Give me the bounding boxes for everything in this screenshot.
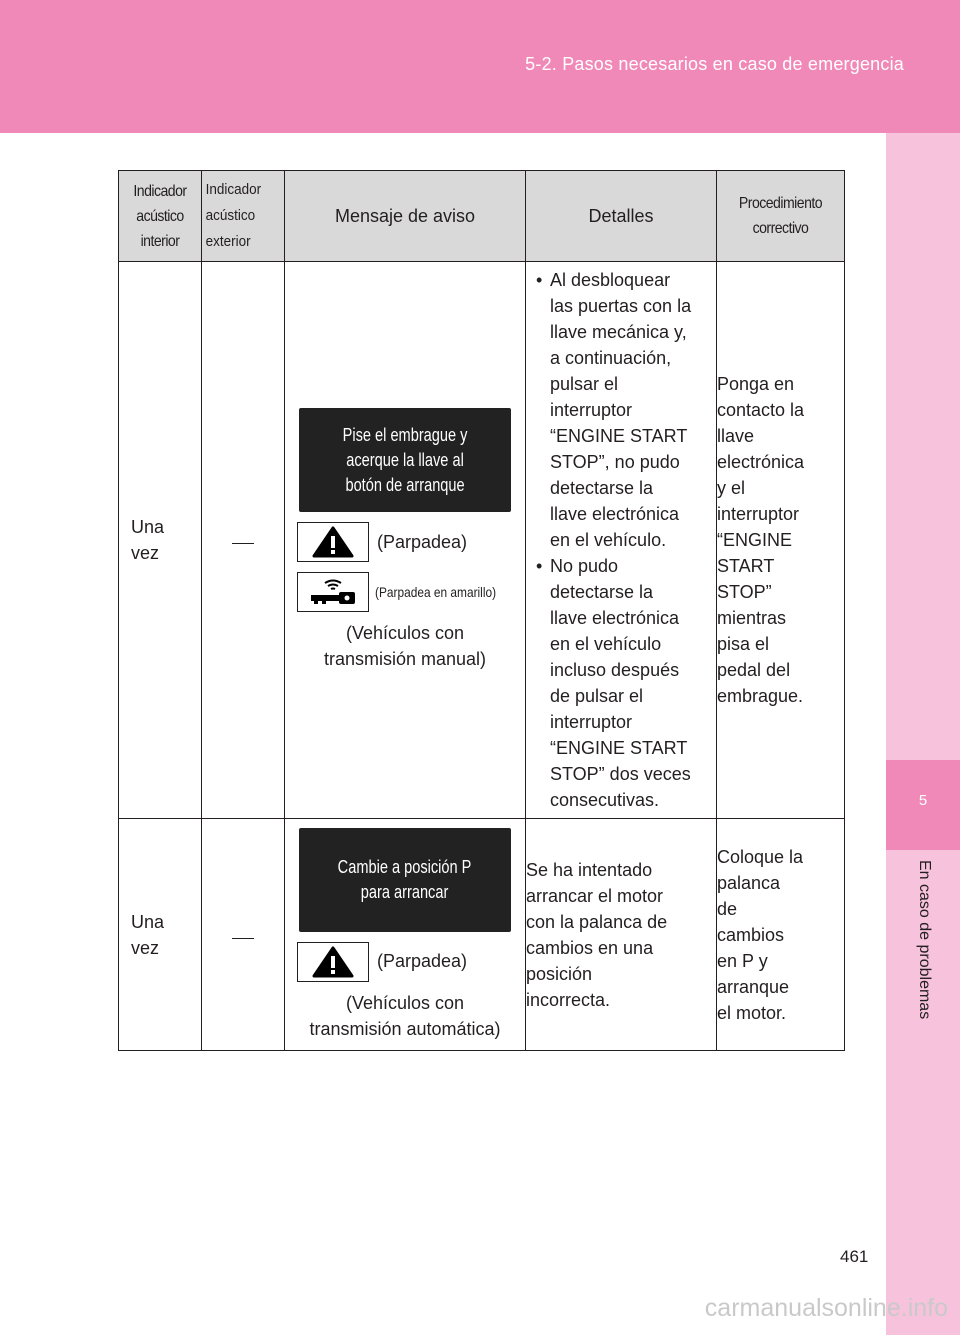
procedure-line: y el xyxy=(717,478,746,498)
procedure-line: START xyxy=(717,556,775,576)
procedure-cell xyxy=(717,819,845,1051)
table-row xyxy=(119,262,845,819)
detail-line: interruptor xyxy=(550,712,633,732)
detail-line: detectarse la xyxy=(550,478,654,498)
interior-buzzer-cell xyxy=(119,262,202,819)
procedure-line: electrónica xyxy=(717,452,805,472)
vehicle-note-line: transmisión automática) xyxy=(309,1018,501,1039)
header-details: Detalles xyxy=(526,171,717,262)
header-exterior-buzzer xyxy=(202,171,285,262)
watermark: carmanualsonline.info xyxy=(704,1294,948,1322)
detail-line: llave electrónica xyxy=(550,608,680,628)
chapter-label: En caso de problemas xyxy=(916,860,933,1020)
cell-text: vez xyxy=(131,543,160,563)
smart-key-icon xyxy=(297,572,369,612)
detail-line: en el vehículo xyxy=(550,634,662,654)
header-message: Mensaje de aviso xyxy=(285,171,526,262)
procedure-line: cambios xyxy=(717,924,785,945)
detail-line: STOP”, no pudo xyxy=(550,452,680,472)
warning-indicator-row xyxy=(297,522,525,562)
header-procedure xyxy=(717,171,845,262)
vehicle-note-line: (Vehículos con xyxy=(345,623,465,643)
procedure-line: pedal del xyxy=(717,660,791,680)
procedure-line: llave xyxy=(717,426,755,446)
table-row xyxy=(119,819,845,1051)
header-interior-buzzer xyxy=(119,171,202,262)
vehicle-note-line: transmisión manual) xyxy=(323,649,487,669)
procedure-line: mientras xyxy=(717,608,787,628)
display-message xyxy=(299,828,511,932)
exterior-buzzer-cell xyxy=(202,819,285,1051)
procedure-line: interruptor xyxy=(717,504,800,524)
detail-line: incluso después xyxy=(550,660,680,680)
warning-label: (Parpadea) xyxy=(377,951,468,971)
detail-item xyxy=(536,553,708,813)
header-text: correctivo xyxy=(752,220,809,237)
procedure-line: de xyxy=(717,898,738,919)
header-text: interior xyxy=(140,232,180,250)
cell-text: vez xyxy=(131,937,160,958)
vehicle-note-line: (Vehículos con xyxy=(345,992,465,1013)
side-margin xyxy=(886,133,960,1335)
detail-line: interruptor xyxy=(550,400,633,420)
header-text: Indicador xyxy=(133,182,187,200)
detail-line: en el vehículo. xyxy=(550,530,667,550)
detail-line: pulsar el xyxy=(550,374,619,394)
procedure-line: “ENGINE xyxy=(717,530,793,550)
header-text: Procedimiento xyxy=(738,195,823,212)
display-line: botón de arranque xyxy=(345,474,465,495)
display-line: para arrancar xyxy=(361,881,449,902)
procedure-line: en P y xyxy=(717,950,768,971)
display-line: Pise el embrague y xyxy=(342,424,468,445)
message-cell xyxy=(285,819,526,1051)
warning-triangle-icon xyxy=(297,522,369,562)
procedure-line: Coloque la xyxy=(717,846,804,867)
detail-item xyxy=(536,267,708,553)
interior-buzzer-cell xyxy=(119,819,202,1051)
header-text: exterior xyxy=(205,233,251,250)
procedure-line: el motor. xyxy=(717,1002,787,1023)
procedure-line: arranque xyxy=(717,976,790,997)
warning-message-table xyxy=(118,170,845,1051)
detail-line: arrancar el motor xyxy=(526,885,664,906)
message-cell xyxy=(285,262,526,819)
details-cell xyxy=(526,819,717,1051)
procedure-line: palanca xyxy=(717,872,781,893)
vehicle-note xyxy=(285,990,525,1042)
dash-mark xyxy=(232,938,254,939)
detail-line: llave mecánica y, xyxy=(550,322,687,342)
vehicle-note xyxy=(285,620,525,672)
details-cell xyxy=(526,262,717,819)
section-title: 5-2. Pasos necesarios en caso de emergencia xyxy=(525,54,904,74)
warning-label: (Parpadea) xyxy=(377,531,468,552)
detail-line: incorrecta. xyxy=(526,989,611,1010)
detail-line: detectarse la xyxy=(550,582,654,602)
detail-line: de pulsar el xyxy=(550,686,644,706)
display-line: Cambie a posición P xyxy=(338,856,472,877)
detail-line: las puertas con la xyxy=(550,296,692,316)
header-text: acústico xyxy=(205,207,256,224)
detail-line: • Al desbloquear xyxy=(550,270,671,290)
cell-text: Una xyxy=(131,517,165,537)
detail-line: “ENGINE START xyxy=(550,426,688,446)
procedure-line: embrague. xyxy=(717,686,804,706)
procedure-line: contacto la xyxy=(717,400,805,420)
warning-indicator-row xyxy=(297,942,525,982)
key-label: (Parpadea en amarillo) xyxy=(375,584,497,600)
chapter-number: 5 xyxy=(918,792,928,809)
procedure-cell xyxy=(717,262,845,819)
detail-line: a continuación, xyxy=(550,348,672,368)
detail-line: cambios en una xyxy=(526,937,654,958)
detail-line: • No pudo xyxy=(550,556,619,576)
detail-line: Se ha intentado xyxy=(526,859,653,880)
display-line: acerque la llave al xyxy=(346,449,464,470)
display-message xyxy=(299,408,511,512)
warning-triangle-icon xyxy=(297,942,369,982)
detail-line: posición xyxy=(526,963,593,984)
procedure-line: Ponga en xyxy=(717,374,795,394)
header-text: acústico xyxy=(136,207,184,225)
procedure-line: pisa el xyxy=(717,634,770,654)
detail-line: llave electrónica xyxy=(550,504,680,524)
key-indicator-row xyxy=(297,572,525,612)
header-text: Indicador xyxy=(205,181,262,198)
procedure-line: STOP” xyxy=(717,582,772,602)
dash-mark xyxy=(232,543,254,544)
detail-line: consecutivas. xyxy=(550,790,660,810)
detail-line: STOP” dos veces xyxy=(550,764,691,784)
exterior-buzzer-cell xyxy=(202,262,285,819)
page-number: 461 xyxy=(840,1247,869,1266)
detail-line: con la palanca de xyxy=(526,911,668,932)
detail-line: “ENGINE START xyxy=(550,738,688,758)
table-header-row xyxy=(119,171,845,262)
cell-text: Una xyxy=(131,911,165,932)
